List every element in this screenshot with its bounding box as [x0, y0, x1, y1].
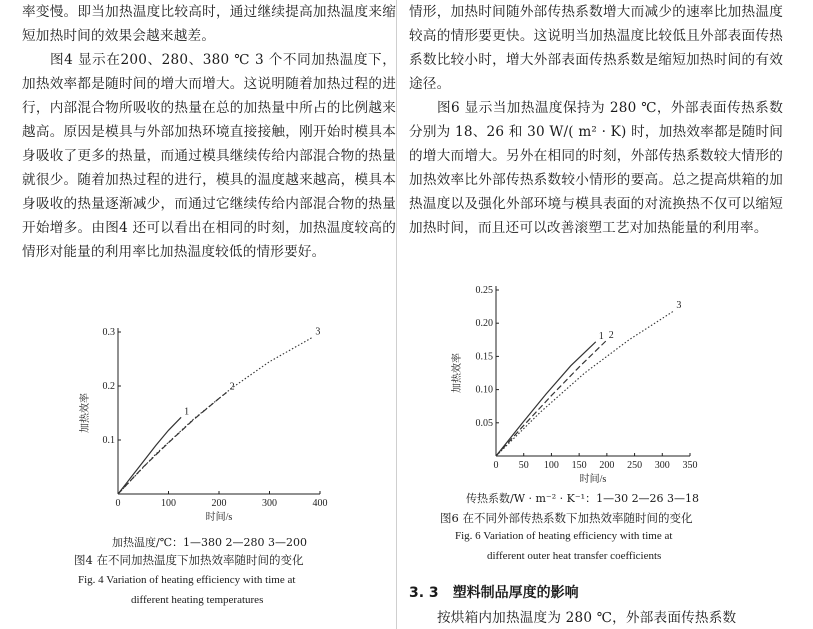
x-tick-label: 150	[571, 460, 587, 471]
section-heading	[409, 582, 579, 602]
y-tick-label: 0.25	[475, 285, 493, 296]
series-label-2: 2	[229, 381, 235, 393]
figure-6-caption-cn: 图6 在不同外部传热系数下加热效率随时间的变化	[440, 511, 693, 525]
x-tick-label: 400	[312, 498, 328, 509]
x-tick-label: 50	[518, 460, 529, 471]
right-column	[409, 0, 783, 240]
x-tick-label: 200	[211, 498, 227, 509]
y-axis-label: 加热效率	[80, 393, 91, 433]
x-tick-label: 100	[161, 498, 176, 509]
right-paragraph-1: 情形，加热时间随外部传热系数增大而减少的速率比加热温度较高的情形要更快。这说明当加热温度比较低且外部表面传热系数比较小时，增大外部表面传热系数是缩短加热时间的有效途径。	[409, 4, 783, 92]
y-axis-label: 加热效率	[452, 353, 463, 393]
figure-4-chart	[60, 318, 360, 528]
series-label-1: 1	[598, 330, 604, 342]
x-tick-label: 250	[627, 460, 643, 471]
y-tick-label: 0.10	[475, 384, 493, 396]
section-title: 塑料制品厚度的影响	[452, 585, 579, 601]
x-tick-label: 350	[682, 460, 698, 471]
y-tick-label: 0.05	[475, 417, 493, 429]
x-axis-label: 时间/s	[579, 474, 607, 485]
x-tick-label: 100	[543, 460, 559, 471]
figure-4-legend: 加热温度/℃：1—380 2—280 3—200	[112, 536, 307, 549]
x-tick-label: 300	[654, 460, 670, 471]
figure-4-caption-en-1: Fig. 4 Variation of heating efficiency with time at	[78, 574, 296, 586]
figure-6-legend: 传热系数/W · m⁻² · K⁻¹：1—30 2—26 3—18	[466, 492, 700, 505]
series-line-2	[118, 392, 227, 494]
left-paragraph-2: 图4 显示在200、280、380 ℃ 3 个不同加热温度下，加热效率都是随时间的增大而增大。这说明随着加热过程的进行，内部混合物所吸收的热量在总的加热量中所占的比例越来越高。原因是模具与外部加热环境直接接触，刚开始时模具本身吸收了更多的热量，而通过模具继续传给内部混合物的热量就很少。随着加热过程的进行，模具的温度越来越高，模具本身吸收的热量逐渐减少，而通过它继续传给内部混合物的热量开始增多。由图4 还可以看出在相同的时刻，加热温度较高的情形对能量的利用率比加热温度较低的情形要好。	[22, 52, 396, 260]
figure-4-caption-cn: 图4 在不同加热温度下加热效率随时间的变化	[74, 553, 304, 567]
x-axis-label: 时间/s	[205, 512, 233, 523]
series-label-1: 1	[184, 406, 190, 418]
y-tick-label: 0.2	[102, 381, 115, 392]
series-line-2	[496, 341, 606, 456]
y-tick-label: 0.20	[475, 318, 493, 330]
x-tick-label: 300	[262, 498, 277, 509]
right-paragraph-2: 图6 显示当加热温度保持为 280 ℃，外部表面传热系数分别为 18、26 和 30 W/( m² · K) 时，加热效率都是随时间的增大而增大。另外在相同的时刻，外部传热系数较大情形的加热效率比外部传热系数较小情形的要高。总之提高烘箱的加热温度以及强化外部环境与模具表面的对流换热不仅可以缩短加热时间，而且还可以改善滚塑工艺对加热能量的利用率。	[409, 100, 783, 236]
figure-4-caption-en-2: different heating temperatures	[131, 594, 264, 606]
x-tick-label: 0	[493, 460, 499, 471]
section-number: 3. 3	[409, 585, 439, 601]
left-paragraph-1: 率变慢。即当加热温度比较高时，通过继续提高加热温度来缩短加热时间的效果会越来越差。	[22, 4, 396, 44]
y-tick-label: 0.3	[102, 327, 115, 338]
column-divider	[396, 0, 397, 629]
continuation-text: 按烘箱内加热温度为 280 ℃，外部表面传热系数	[437, 610, 737, 626]
series-label-3: 3	[315, 326, 321, 338]
figure-6-chart	[448, 278, 718, 485]
y-tick-label: 0.1	[102, 435, 115, 446]
series-label-3: 3	[676, 300, 682, 312]
figure-6-caption-en-1: Fig. 6 Variation of heating efficiency with time at	[455, 530, 673, 542]
series-line-3	[118, 337, 312, 494]
y-tick-label: 0.15	[475, 351, 493, 363]
series-line-3	[496, 311, 673, 456]
figure-6-caption-en-2: different outer heat transfer coefficients	[487, 550, 662, 562]
x-tick-label: 200	[599, 460, 615, 471]
left-column	[22, 0, 396, 264]
x-tick-label: 0	[115, 498, 121, 509]
series-label-2: 2	[608, 330, 614, 342]
series-line-1	[118, 417, 181, 494]
